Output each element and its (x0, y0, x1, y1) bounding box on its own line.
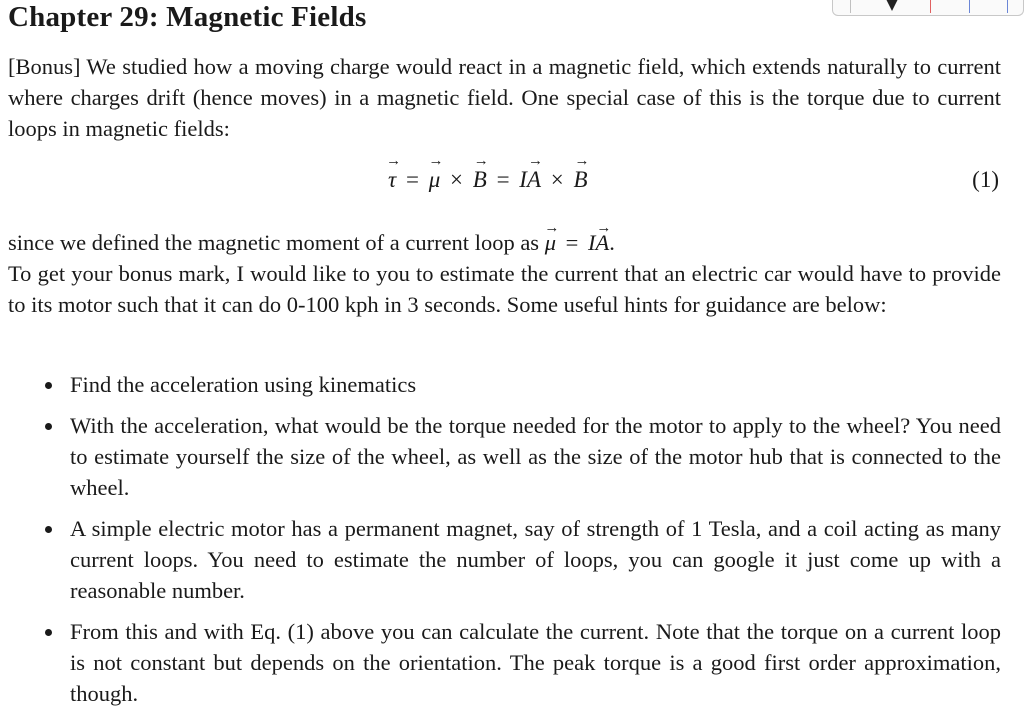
task-text: To get your bonus mark, I would like to you to estimate the current that an electric car would have to provide to its motor such that it can do 0-100 kph in 3 seconds. Some useful hints for guidance are below: (8, 261, 1001, 317)
blue-tool-divider (969, 0, 970, 13)
tau-symbol: τ → (388, 167, 396, 193)
a-symbol: A → (527, 167, 541, 193)
i-symbol: I (587, 230, 596, 255)
bullet-icon (45, 382, 52, 389)
equals-sign: = (496, 167, 510, 192)
list-item (0, 369, 1001, 400)
torque-equation (0, 167, 1010, 199)
equals-sign: = (565, 230, 579, 255)
i-symbol: I (519, 167, 527, 192)
hint-text: A simple electric motor has a permanent magnet, say of strength of 1 Tesla, and a coil acting as many current loops. You need to estimate the number of loops, you can google it just come up with a reasonable number. (70, 516, 1001, 603)
sentence-period: . (609, 230, 615, 255)
mu-symbol: μ → (429, 167, 441, 193)
hint-text: Find the acceleration using kinematics (70, 372, 417, 397)
list-item (0, 616, 1001, 709)
bullet-icon (45, 526, 52, 533)
hint-list (0, 369, 1010, 719)
pen-marker-icon[interactable] (886, 0, 898, 11)
equation-body (388, 167, 588, 193)
toolbar-divider (850, 0, 851, 13)
mu-symbol: μ → (545, 227, 556, 258)
annotation-toolbar[interactable] (832, 0, 1024, 16)
hint-text: From this and with Eq. (1) above you can calculate the current. Note that the torque on a current loop is not constant but depends on the orientation. The peak torque is a good first order approximation, though. (70, 619, 1001, 706)
blue-tool-divider (1007, 0, 1008, 13)
list-item (0, 410, 1001, 503)
a-symbol: A → (595, 227, 609, 258)
b-symbol: B → (473, 167, 487, 193)
intro-paragraph: [Bonus] We studied how a moving charge would react in a magnetic field, which extends naturally to current where charges drift (hence moves) in a magnetic field. One special case of this is the torque due to current loops in magnetic fields: (8, 54, 1001, 141)
hint-text: With the acceleration, what would be the torque needed for the motor to apply to the wheel? You need to estimate yourself the size of the wheel, as well as the size of the motor hub that is connected to the wheel. (70, 413, 1001, 500)
moment-and-task-paragraph (8, 227, 1001, 320)
moment-sentence: since we defined the magnetic moment of a current loop as (8, 230, 545, 255)
equals-sign: = (405, 167, 419, 192)
cross-sign: × (450, 167, 463, 192)
bullet-icon (45, 629, 52, 636)
b-symbol: B → (574, 167, 588, 193)
list-item (0, 513, 1001, 606)
cross-sign: × (550, 167, 564, 192)
red-tool-divider (930, 0, 931, 13)
chapter-title: Chapter 29: Magnetic Fields (8, 1, 367, 33)
equation-number: (1) (972, 167, 999, 192)
bullet-icon (45, 423, 52, 430)
